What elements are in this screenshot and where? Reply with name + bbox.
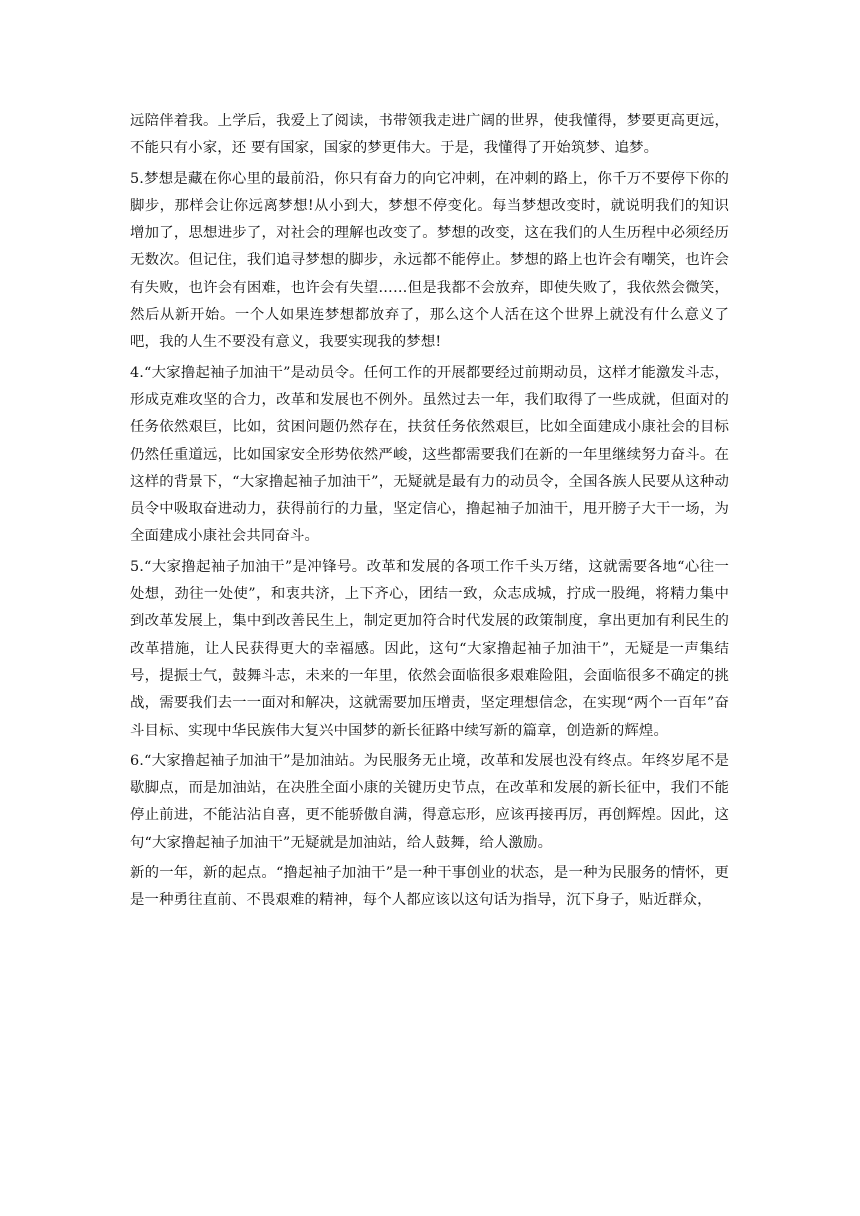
paragraph-mobilization-order: 4.“大家撸起袖子加油干”是动员令。任何工作的开展都要经过前期动员，这样才能激发斗志，形成克难攻坚的合力，改革和发展也不例外。虽然过去一年，我们取得了一些成就，但面对的任务依然艰巨，比如，贫困问题仍然存在，扶贫任务依然艰巨，比如全面建成小康社会的目标仍然任重道远，比如国家安全形势依然严峻，这些都需要我们在新的一年里继续努力奋斗。在这样的背景下，“大家撸起袖子加油干”，无疑就是最有力的动员令，全国各族人民要从这种动员令中吸取奋进动力，获得前行的力量，坚定信心，撸起袖子加油干，甩开膀子大干一场，为全面建成小康社会共同奋斗。 — [130, 364, 729, 545]
paragraph-new-start: 新的一年，新的起点。“撸起袖子加油干”是一种干事创业的状态，是一种为民服务的情怀，更是一种勇往直前、不畏艰难的精神，每个人都应该以这句话为指导，沉下身子，贴近群众， — [130, 865, 729, 909]
paragraph-refuel-station: 6.“大家撸起袖子加油干”是加油站。为民服务无止境，改革和发展也没有终点。年终岁尾不是歇脚点，而是加油站，在决胜全面小康的关键历史节点，在改革和发展的新长征中，我们不能停止前进，不能沾沾自喜，更不能骄傲自满，得意忘形，应该再接再厉，再创辉煌。因此，这句“大家撸起袖子加油干”无疑就是加油站，给人鼓舞，给人激励。 — [130, 752, 729, 851]
document-body — [130, 108, 729, 918]
paragraph-bugle-call: 5.“大家撸起袖子加油干”是冲锋号。改革和发展的各项工作千头万绪，这就需要各地“心往一处想，劲往一处使”，和衷共济，上下齐心，团结一致，众志成城，拧成一股绳，将精力集中到改革发展上，集中到改善民生上，制定更加符合时代发展的政策制度，拿出更加有利民生的改革措施，让人民获得更大的幸福感。因此，这句“大家撸起袖子加油干”，无疑是一声集结号，提振士气，鼓舞斗志，未来的一年里，依然会面临很多艰难险阻，会面临很多不确定的挑战，需要我们去一一面对和解决，这就需要加压增责，坚定理想信念，在实现“两个一百年”奋斗目标、实现中华民族伟大复兴中国梦的新长征路中续写新的篇章，创造新的辉煌。 — [130, 558, 729, 739]
paragraph-continued-reading: 远陪伴着我。上学后，我爱上了阅读，书带领我走进广阔的世界，使我懂得，梦要更高更远，不能只有小家，还 要有国家，国家的梦更伟大。于是，我懂得了开始筑梦、追梦。 — [130, 113, 729, 157]
paragraph-dream-frontier: 5.梦想是藏在你心里的最前沿，你只有奋力的向它冲刺，在冲刺的路上，你千万不要停下你的脚步，那样会让你远离梦想!从小到大，梦想不停变化。每当梦想改变时，就说明我们的知识增加了，思想进步了，对社会的理解也改变了。梦想的改变，这在我们的人生历程中必须经历无数次。但记住，我们追寻梦想的脚步，永远都不能停止。梦想的路上也许会有嘲笑，也许会有失败，也许会有困难，也许会有失望……但是我都不会放弃，即使失败了，我依然会微笑，然后从新开始。一个人如果连梦想都放弃了，那么这个人活在这个世界上就没有什么意义了吧，我的人生不要没有意义，我要实现我的梦想! — [130, 170, 729, 351]
